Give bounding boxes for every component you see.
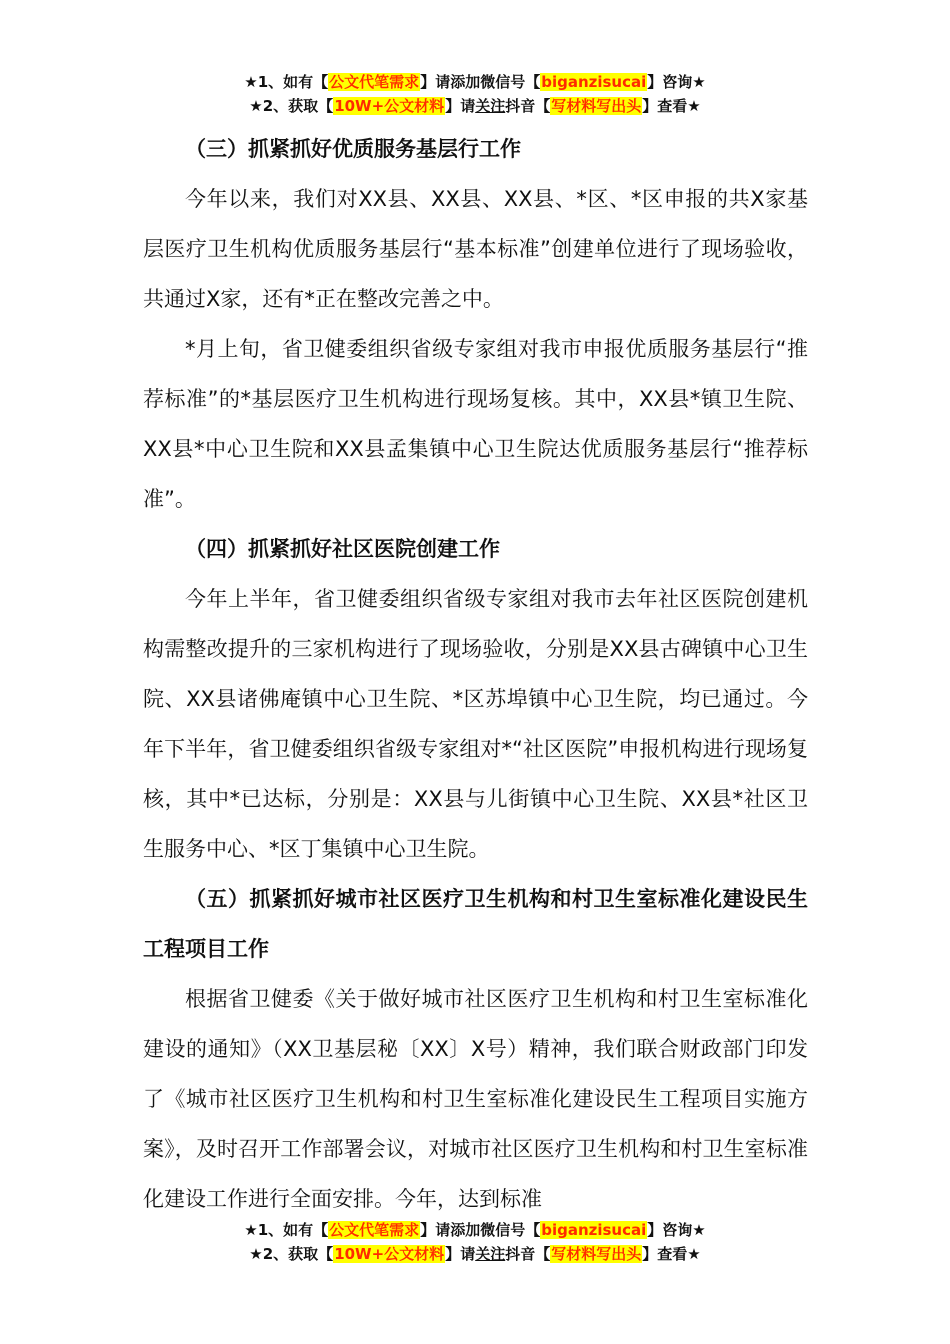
banner-text: ★1、如有【 — [244, 73, 329, 91]
banner-text: 】咨询★ — [647, 1221, 706, 1239]
document-body — [143, 124, 808, 1224]
banner-text: 】请添加微信号【 — [420, 1221, 541, 1239]
paragraph: 今年上半年，省卫健委组织省级专家组对我市去年社区医院创建机构需整改提升的三家机构进行了现场验收，分别是XX县古碑镇中心卫生院、XX县诸佛庵镇中心卫生院、*区苏埠镇中心卫生院，均已通过。今年下半年，省卫健委组织省级专家组对*“社区医院”申报机构进行现场复核，其中*已达标，分别是：XX县与儿街镇中心卫生院、XX县*社区卫生服务中心、*区丁集镇中心卫生院。 — [143, 587, 808, 861]
header-banner — [0, 70, 950, 118]
banner-text: 抖音【 — [505, 97, 551, 115]
section-heading-3: （三）抓紧抓好优质服务基层行工作 — [185, 137, 521, 161]
banner-text: 】咨询★ — [647, 73, 706, 91]
paragraph: 今年以来，我们对XX县、XX县、XX县、*区、*区申报的共X家基层医疗卫生机构优质服务基层行“基本标准”创建单位进行了现场验收，共通过X家，还有*正在整改完善之中。 — [143, 187, 808, 311]
banner-text: 】查看★ — [642, 97, 701, 115]
banner-text: 抖音【 — [505, 1245, 551, 1263]
banner-text: 】请 — [445, 1245, 476, 1263]
banner-line-1 — [0, 1218, 950, 1242]
highlight-service: 公文代笔需求 — [329, 73, 420, 91]
section-heading-5: （五）抓紧抓好城市社区医疗卫生机构和村卫生室标准化建设民生工程项目工作 — [143, 887, 808, 961]
banner-line-2 — [0, 94, 950, 118]
highlight-wechat-id: biganzisucai — [541, 73, 647, 91]
banner-text: 】请 — [445, 97, 476, 115]
banner-line-2 — [0, 1242, 950, 1266]
banner-text: ★2、获取【 — [249, 97, 334, 115]
banner-text: ★2、获取【 — [249, 1245, 334, 1263]
paragraph: 根据省卫健委《关于做好城市社区医疗卫生机构和村卫生室标准化建设的通知》（XX卫基层秘〔XX〕X号）精神，我们联合财政部门印发了《城市社区医疗卫生机构和村卫生室标准化建设民生工程项目实施方案》，及时召开工作部署会议，对城市社区医疗卫生机构和村卫生室标准化建设工作进行全面安排。今年，达到标准 — [143, 987, 808, 1211]
section-heading-4: （四）抓紧抓好社区医院创建工作 — [185, 537, 500, 561]
banner-text: 】请添加微信号【 — [420, 73, 541, 91]
highlight-wechat-id: biganzisucai — [541, 1221, 647, 1239]
underlined-follow: 关注 — [475, 1245, 506, 1263]
underlined-follow: 关注 — [475, 97, 506, 115]
highlight-douyin: 写材料写出头 — [551, 1245, 642, 1263]
highlight-douyin: 写材料写出头 — [551, 97, 642, 115]
footer-banner — [0, 1218, 950, 1266]
highlight-materials: 10W+公文材料 — [334, 97, 445, 115]
banner-line-1 — [0, 70, 950, 94]
highlight-service: 公文代笔需求 — [329, 1221, 420, 1239]
paragraph: *月上旬，省卫健委组织省级专家组对我市申报优质服务基层行“推荐标准”的*基层医疗卫生机构进行现场复核。其中，XX县*镇卫生院、XX县*中心卫生院和XX县孟集镇中心卫生院达优质服务基层行“推荐标准”。 — [143, 337, 808, 511]
banner-text: ★1、如有【 — [244, 1221, 329, 1239]
banner-text: 】查看★ — [642, 1245, 701, 1263]
highlight-materials: 10W+公文材料 — [334, 1245, 445, 1263]
